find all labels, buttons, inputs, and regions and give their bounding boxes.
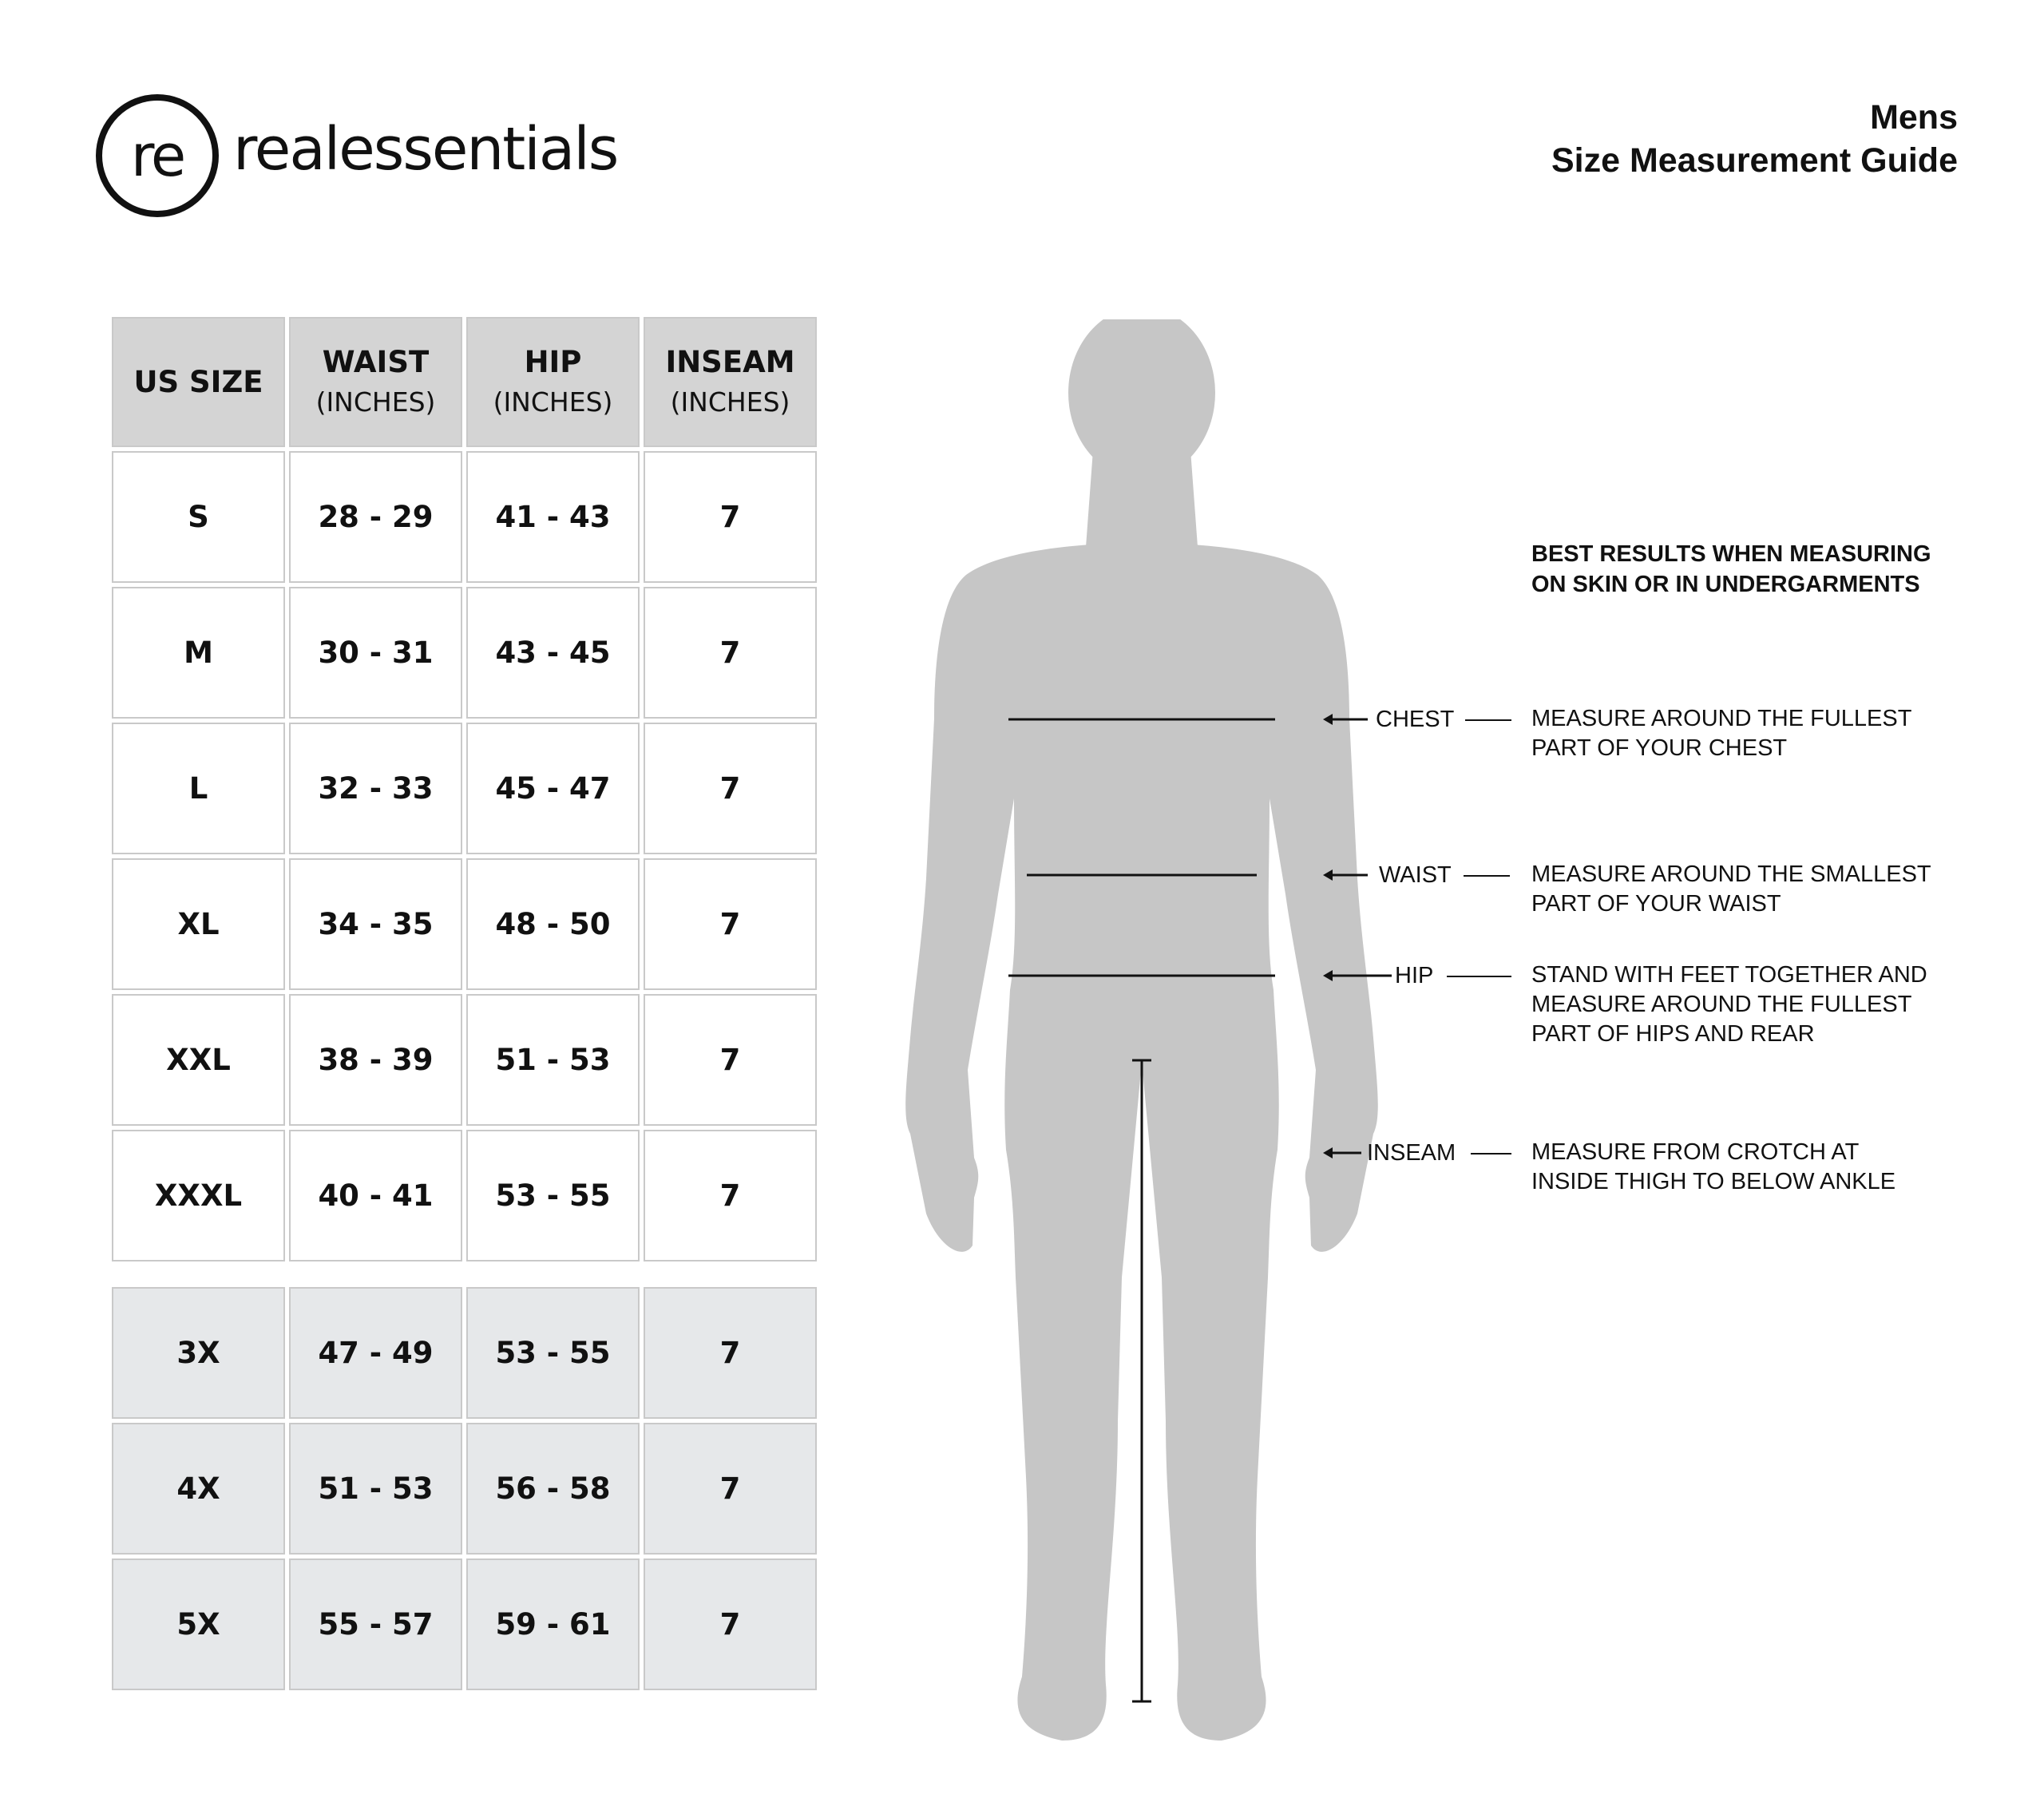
arrow-left-icon	[1321, 964, 1393, 988]
header-waist	[289, 317, 462, 447]
cell-hip: 43 - 45	[466, 587, 640, 719]
cell-inseam: 7	[644, 858, 817, 990]
cell-hip: 48 - 50	[466, 858, 640, 990]
cell-size: 4X	[112, 1423, 285, 1555]
arrow-left-icon	[1321, 1141, 1369, 1165]
chest-description	[1531, 704, 1979, 763]
header-label: HIP	[524, 344, 582, 379]
hip-description	[1531, 960, 1979, 1049]
table-row	[112, 723, 817, 854]
cell-size: 3X	[112, 1287, 285, 1419]
cell-waist: 38 - 39	[289, 994, 462, 1126]
header-unit: (INCHES)	[493, 386, 613, 418]
desc-line: MEASURE AROUND THE SMALLEST	[1531, 861, 1931, 887]
cell-waist: 40 - 41	[289, 1130, 462, 1261]
desc-line: MEASURE AROUND THE FULLEST	[1531, 706, 1912, 731]
desc-line: MEASURE AROUND THE FULLEST	[1531, 992, 1912, 1017]
cell-waist: 28 - 29	[289, 451, 462, 583]
table-row-plus	[112, 1423, 817, 1555]
arrow-left-icon	[1321, 707, 1369, 731]
inseam-label: INSEAM	[1367, 1140, 1456, 1166]
arrow-left-icon	[1321, 863, 1369, 887]
cell-hip: 51 - 53	[466, 994, 640, 1126]
cell-inseam: 7	[644, 1423, 817, 1555]
cell-waist: 47 - 49	[289, 1287, 462, 1419]
cell-inseam: 7	[644, 1130, 817, 1261]
header-us-size	[112, 317, 285, 447]
desc-line: MEASURE FROM CROTCH AT	[1531, 1139, 1860, 1165]
cell-hip: 59 - 61	[466, 1559, 640, 1690]
page-title	[1551, 96, 1958, 182]
table-row-plus	[112, 1287, 817, 1419]
note-line-2: ON SKIN OR IN UNDERGARMENTS	[1531, 572, 1920, 597]
title-line-1: Mens	[1870, 98, 1958, 137]
cell-inseam: 7	[644, 587, 817, 719]
header-inseam	[644, 317, 817, 447]
table-row	[112, 587, 817, 719]
measuring-note	[1531, 539, 1979, 600]
cell-hip: 41 - 43	[466, 451, 640, 583]
cell-size: XXXL	[112, 1130, 285, 1261]
cell-size: M	[112, 587, 285, 719]
desc-line: STAND WITH FEET TOGETHER AND	[1531, 962, 1927, 988]
table-header-row	[112, 317, 817, 447]
cell-hip: 56 - 58	[466, 1423, 640, 1555]
cell-inseam: 7	[644, 723, 817, 854]
header-unit: (INCHES)	[670, 386, 790, 418]
table-row-plus	[112, 1559, 817, 1690]
header-hip	[466, 317, 640, 447]
cell-inseam: 7	[644, 994, 817, 1126]
header-unit: (INCHES)	[315, 386, 436, 418]
spacer-cell	[466, 1265, 640, 1283]
hip-label: HIP	[1395, 963, 1434, 988]
desc-line: INSIDE THIGH TO BELOW ANKLE	[1531, 1169, 1896, 1194]
cell-size: XXL	[112, 994, 285, 1126]
cell-size: L	[112, 723, 285, 854]
header-label: INSEAM	[665, 344, 795, 379]
header-label: US SIZE	[133, 364, 263, 399]
cell-hip: 45 - 47	[466, 723, 640, 854]
connector-line	[1464, 875, 1510, 877]
cell-inseam: 7	[644, 451, 817, 583]
connector-line	[1447, 976, 1511, 977]
desc-line: PART OF HIPS AND REAR	[1531, 1021, 1815, 1047]
cell-size: 5X	[112, 1559, 285, 1690]
chest-label: CHEST	[1376, 707, 1455, 732]
waist-label: WAIST	[1379, 862, 1452, 888]
table-row	[112, 1130, 817, 1261]
inseam-description	[1531, 1138, 1979, 1197]
cell-size: XL	[112, 858, 285, 990]
spacer-cell	[644, 1265, 817, 1283]
table-row	[112, 994, 817, 1126]
waist-description	[1531, 860, 1979, 919]
table-row	[112, 858, 817, 990]
cell-inseam: 7	[644, 1287, 817, 1419]
cell-hip: 53 - 55	[466, 1287, 640, 1419]
logo-mark: re	[96, 94, 219, 217]
body-silhouette-figure	[878, 319, 1405, 1757]
connector-line	[1465, 719, 1511, 721]
connector-line	[1471, 1153, 1511, 1155]
cell-waist: 51 - 53	[289, 1423, 462, 1555]
cell-waist: 55 - 57	[289, 1559, 462, 1690]
cell-hip: 53 - 55	[466, 1130, 640, 1261]
desc-line: PART OF YOUR CHEST	[1531, 735, 1788, 761]
table-spacer	[112, 1265, 817, 1283]
cell-size: S	[112, 451, 285, 583]
table-row	[112, 451, 817, 583]
logo-wordmark: realessentials	[233, 115, 618, 184]
cell-waist: 32 - 33	[289, 723, 462, 854]
size-chart-table	[108, 313, 821, 1694]
desc-line: PART OF YOUR WAIST	[1531, 891, 1781, 917]
note-line-1: BEST RESULTS WHEN MEASURING	[1531, 541, 1931, 567]
cell-waist: 34 - 35	[289, 858, 462, 990]
title-line-2: Size Measurement Guide	[1551, 141, 1958, 180]
cell-waist: 30 - 31	[289, 587, 462, 719]
header-label: WAIST	[322, 344, 430, 379]
spacer-cell	[112, 1265, 285, 1283]
cell-inseam: 7	[644, 1559, 817, 1690]
spacer-cell	[289, 1265, 462, 1283]
